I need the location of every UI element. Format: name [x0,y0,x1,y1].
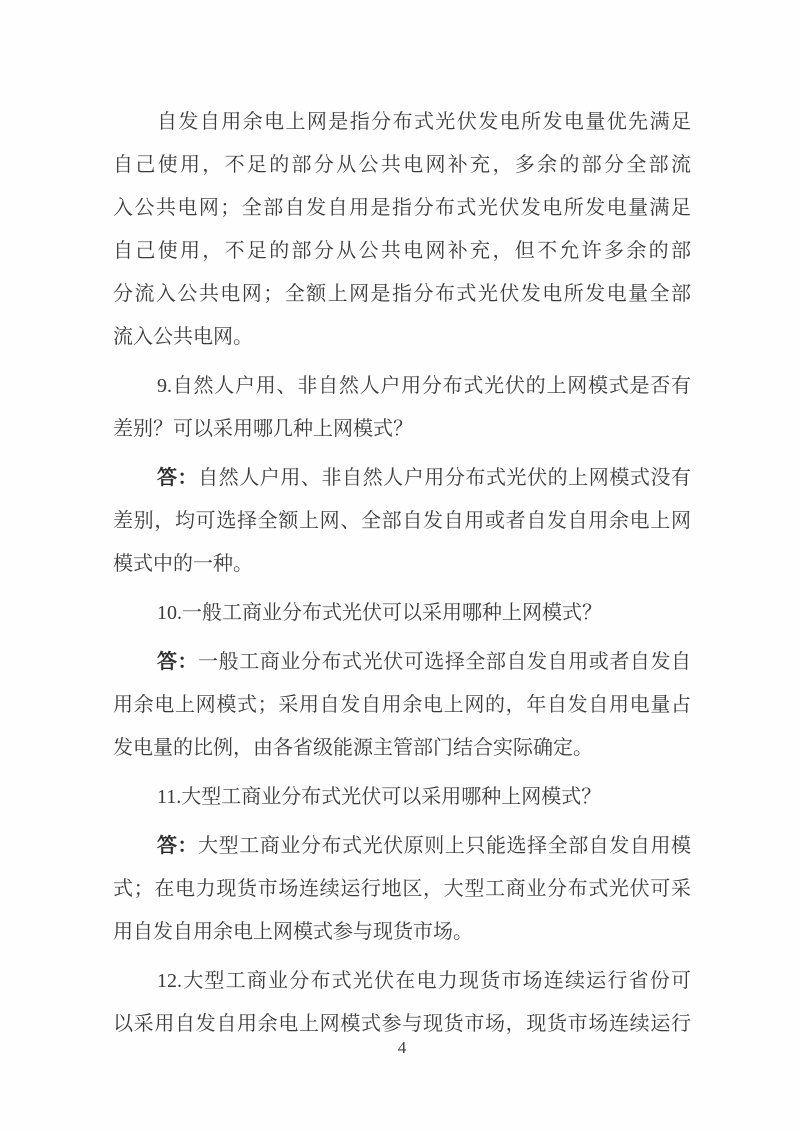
text-line: 流入公共电网。 [113,326,253,348]
text-line: 自己使用，不足的部分从公共电网补充，多余的部分全部流 [113,154,691,176]
text-line: 式；在电力现货市场连续运行地区，大型工商业分布式光伏可采 [113,878,691,900]
paragraph-question-12 [113,960,691,1046]
paragraph-answer-11 [113,825,691,954]
text-line: 11.大型工商业分布式光伏可以采用哪种上网模式？ [157,786,602,808]
text-line: 12.大型工商业分布式光伏在电力现货市场连续运行省份可 [157,970,691,992]
paragraph-question-9 [113,365,691,451]
text-line: 用余电上网模式；采用自发自用余电上网的，年自发自用电量占 [113,694,691,716]
text-line: 答：一般工商业分布式光伏可选择全部自发自用或者自发自 [157,651,692,673]
text-line: 9.自然人户用、非自然人户用分布式光伏的上网模式是否有 [157,375,691,397]
document-body [113,101,691,1052]
answer-prefix: 答： [157,835,199,857]
paragraph-question-10 [113,592,691,635]
text-line: 发电量的比例，由各省级能源主管部门结合实际确定。 [113,737,593,759]
paragraph-intro-definitions [113,101,691,359]
text-line: 答：大型工商业分布式光伏原则上只能选择全部自发自用模 [157,835,692,857]
text-line: 以采用自发自用余电上网模式参与现货市场，现货市场连续运行 [113,1013,691,1035]
paragraph-answer-10 [113,641,691,770]
text-line: 分流入公共电网；全额上网是指分布式光伏发电所发电量全部 [113,283,691,305]
answer-prefix: 答： [157,651,199,673]
paragraph-question-11 [113,776,691,819]
text-line: 10.一般工商业分布式光伏可以采用哪种上网模式？ [157,602,602,624]
text-line: 自发自用余电上网是指分布式光伏发电所发电量优先满足 [157,111,691,133]
text-line: 模式中的一种。 [113,553,253,575]
text-line: 入公共电网；全部自发自用是指分布式光伏发电所发电量满足 [113,197,691,219]
paragraph-answer-9 [113,457,691,586]
text-line: 差别，均可选择全额上网、全部自发自用或者自发自用余电上网 [113,510,691,532]
text-line: 自己使用，不足的部分从公共电网补充，但不允许多余的部 [113,240,691,262]
text-line: 答：自然人户用、非自然人户用分布式光伏的上网模式没有 [157,467,692,489]
answer-prefix: 答： [157,467,199,489]
page-number: 4 [397,1038,407,1057]
text-line: 差别？可以采用哪几种上网模式？ [113,418,413,440]
text-line: 用自发自用余电上网模式参与现货市场。 [113,921,473,943]
